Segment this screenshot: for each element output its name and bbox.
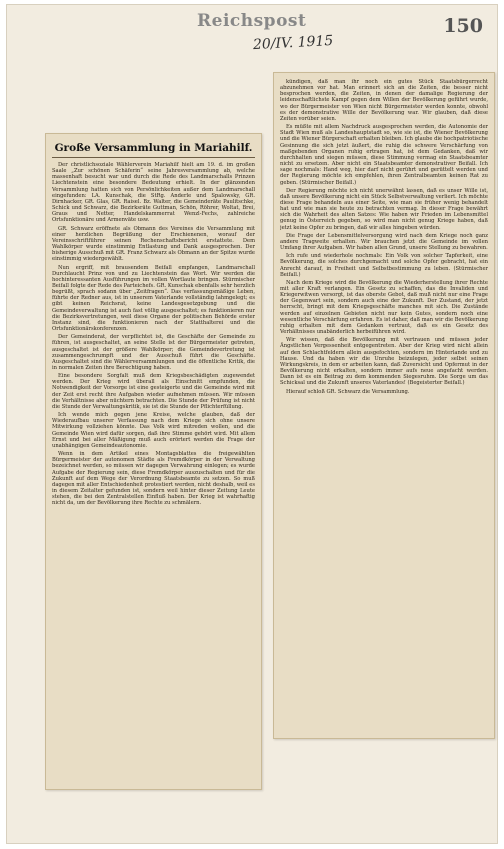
- article-headline: Große Versammlung in Mariahilf.: [52, 142, 255, 158]
- article-paragraph: Nun ergriff, mit brausendem Beifall empfangen, Landmarschall Durchlaucht Prinz von und zu Liechtenstein das Wort. Wir werden die hochinteressanten Ausführungen im vollen Wortlaute bringen. Stürmischer Beifall folgte der Rede des Parteichefs. GR. Kunschak ebenfalls sehr herzlich begrüßt, sprach sodann über „Zeitfragen“. Das verfassungsmäßige Leben, führte der Redner aus, ist in unserem Vaterlande vollständig lahmgelegt; es gibt keinen Reichsrat, keine Landesgesetzgebung und die Gemeindeverwaltung ist auch fast völlig ausgeschaltet; es funktionieren nur die Bezirksvertretungen, weil diese Organe der politischen Behörde erster Instanz sind, die funktionieren nach der Statthalterei und die Ortsfunktionärskonferenzen.: [52, 264, 255, 333]
- left-clipping: [45, 133, 262, 790]
- article-paragraph: Wenn in dem Artikel eines Montagsblattes die freigewählten Bürgermeister der autonomen Städte als Fremdkörper in der Verwaltung bezeichnet werden, so müssen wir dagegen Verwahrung einlegen; es wurde Aufgabe der Regierung sein, diese Fremdkörper auszuschalten und für die Zukunft auf dem Wege der Verordnung Staatsbeamte zu setzen. So muß dagegen mit aller Entschiedenheit protestiert werden, nicht deshalb, weil es in diesem Zeitalter gefunden ist, sondern weil hinter dieser Zeitung Leute stehen, die bei den Zentralstellen Einfluß haben. Der Krieg ist wahrhaftig nicht da, um der Bevölkerung ihre Rechte zu schmälern.: [52, 451, 255, 507]
- article-closing: Hierauf schloß GR. Schwarz die Versammlung.: [286, 388, 410, 395]
- article-paragraph: Es müßte mit allem Nachdruck ausgesprochen werden, die Autonomie der Stadt Wien muß als Landeshauptstadt so, wie sie ist, die Wiener Bevölkerung und die Wiener Bürgerschaft erhalten bleiben. Ich glaube die hochpatriotische Gesinnung die sich jetzt äußert, die ruhig die schwere Verschärfung von maßgebenden Organen ruhig ertragen hat, ist dem Gedanken, daß wir durchhalten und siegen müssen, diese Stimmung vermag ein Staatsbeamter nicht zu ersetzen. Aber nicht ein Staatsbeamter demonstrativer Beifall. Ich sage nochmals: Hand weg, hier darf nicht gerührt und gerüttelt werden und der Regierung möchte ich empfehlen, ihren Zentralbeamten keinen Rat zu geben. (Stürmischer Beifall.): [280, 124, 488, 186]
- article-paragraph: Der christlichsoziale Wählerverein Mariahilf hielt am 19. d. im großen Saale „Zur schönen Schäferin“ seine Jahresversammlung ab, welche massenhaft besucht war und durch die Rede des Landmarschalls Prinzen Liechtenstein eine besondere Bedeutung erhielt. In der glänzenden Versammlung hatten sich von Persönlichkeiten außer dem Landmarschall eingefunden: LA. Kunschak, die StRg. Anderle und Spalowsky, GR. Dirnhacker, GR. Glas, GR. Raisel. Bz. Walter, die Gemeinderäte Paulitschke, Schick und Schwarz, die Bezirksräte Guttman, Schön, Röhrer, Woltat, Brei, Graus und Netter, Handelskammerrat Wenzl-Fechs, zahlreiche Ortsfunktionäre und Armenväte usw.: [52, 162, 255, 224]
- article-paragraph: Die Frage der Lebensmittelversorgung wird nach dem Kriege noch ganz andere Tragweite erhalten. Wir brauchen jetzt die Gemeinde im vollen Umfang ihrer Aufgaben. Wir haben allen Grund, unsere Stellung zu bewahren.: [280, 232, 488, 252]
- article-paragraph: Nach dem Kriege wird die Bevölkerung die Wiederherstellung ihrer Rechte mit aller Kraft verlangen. Ein Gesetz zu schaffen, das die Invaliden und Kriegerwitwen versorgt, ist das oberste Gebot, daß muß nicht nur eine Frage der Gegenwart sein, sondern auch eine der Zukunft. Der Zustand, der jetzt herrscht, bringt mit dem Kriegsgeschäfte manches mit sich. Die Zustände werden auf einzelnen Gebieten nicht nur kein Gutes, sondern noch eine wesentliche Verschärfung erfahren. Es ist daher, daß man wir die Bevölkerung ruhig erhalten mit dem Gedanken vertraut, daß es ein Gesetz des Verhältnisses unabänderlich herbeiführen wird.: [280, 279, 488, 336]
- article-paragraph: Ich wende mich gegen jene Kreise, welche glauben, daß der Wiederaufbau unserer Verfassung nach dem Kriege sich ohne unsere Mitwirkung vollziehen könnte. Das Volk wird mitreden wollen, und die Gemeinde Wien wird dafür sorgen, daß ihre Stimme gehört wird. Mit allem Ernst und bei aller Mäßigung muß auch erörtert werden die Frage der unabhängigen Gemeindeautonomie.: [52, 412, 255, 449]
- right-clipping: [273, 72, 495, 739]
- masthead: Reichspost: [197, 11, 307, 31]
- page-number: 150: [443, 15, 483, 37]
- article-paragraph: Der Gemeinderat, der verpflichtet ist, die Geschäfte der Gemeinde zu führen, ist ausgeschaltet, an seine Stelle ist der Bürgermeister getreten, ausgeschaltet ist der größere Wahlkörper; die Gemeindevertretung ist zusammengeschrumpft und der Ausschuß führt die Geschäfte. Ausgeschaltet sind die Wählerversammlungen und die öffentliche Kritik, die in normalen Zeiten ihre Berechtigung haben.: [52, 334, 255, 371]
- right-column: [280, 79, 488, 732]
- article-paragraph: GR. Schwarz eröffnete als Obmann des Vereines die Versammlung mit einer herzlichen Begrüßung der Erschienenen, worauf der Vereinsschriftführer seinen Rechenschaftsbericht erstattete. Dem Wahlkörper wurde einstimmig Entlastung und Dank ausgesprochen. Der bisherige Ausschuß mit GR. Franz Schwarz als Obmann an der Spitze wurde einstimmig wiedergewählt.: [52, 225, 255, 263]
- article-paragraph: Der Regierung möchte ich nicht unerwähnt lassen, daß es unser Wille ist, daß unsere Bevölkerung nicht ein Stück Selbstverwaltung verliert. Ich möchte diese Frage behandeln aus einer Seite, wie man sie früher wenig behandelt hat und wie man sie heute zu betrachten vermag. In dieser Frage bewährt sich die Wahrheit des alten Satzes: Wie haben wir Frieden im Lebensmittel genug in Österreich gegeben, so wird man nicht genug Kriege haben, daß jetzt keine Opfer zu bringen, daß wir alles hingeben würden.: [280, 187, 488, 231]
- article-paragraph: Ich rufe und wiederhole nochmals: Ein Volk von solcher Tapferkeit, eine Bevölkerung, die solches durchgemacht und solche Opfer gebracht, hat ein Anrecht darauf, in Freiheit und Selbstbestimmung zu leben. (Stürmischer Beifall.): [280, 253, 488, 278]
- article-paragraph: Wir wissen, daß die Bevölkerung mit vertrauen und müssen jeder Ängstlichen Vergessenheit entgegentreten. Aber der Krieg wird nicht allein auf den Schlachtfeldern allein ausgefochten, sondern im Hinterlande und zu Hause. Und da haben wir die Unruhe beizulegen, jeder selbst seinen Wirkungskreis, in dem er arbeiten kann, daß Zuversicht und Opfermut in der Bevölkerung nicht erkalten, sondern immer aufs neue angefacht werden. Dann ist es ein Beitrag zu dem kommenden Siegesruhm. Die Sorge um das Schicksal und die Zukunft unseres Vaterlandes! (Begeisterter Beifall.): [280, 337, 488, 387]
- handwritten-date: 20/IV. 1915: [252, 32, 334, 54]
- left-column: [52, 140, 255, 783]
- article-paragraph: Eine besondere Sorgfalt muß dem Kriegsbeschädigten zugewendet werden. Der Krieg wird überall als Einschnitt empfunden, die Notwendigkeit der Vorsorge ist eine gesteigerte und die Gemeinde wird mit der Zeit erst recht ihre Aufgaben wieder aufnehmen müssen. Wir müssen die Verhältnisse aber nüchtern betrachten. Die Stunde der Prüfung ist nicht die Stunde der Verwaltungskritik, sie ist die Stunde der Pflichterfüllung.: [52, 373, 255, 410]
- article-paragraph: kündigen, daß man ihr noch ein gutes Stück Staatsbürgerrecht abzunehmen vor hat. Man erinnert sich an die Zeiten, die besser nicht besprochen werden, die Zeiten, in denen der damalige Regierung der leidenschaftlichste Kampf gegen dem Willen der Bevölkerung geführt wurde, wo der Bürgermeister von Wien nicht Bürgermeister werden konnte, obwohl es der demonstrative Wille der Bevölkerung war. Wir glauben, daß diese Zeiten vorüber seien.: [280, 79, 488, 122]
